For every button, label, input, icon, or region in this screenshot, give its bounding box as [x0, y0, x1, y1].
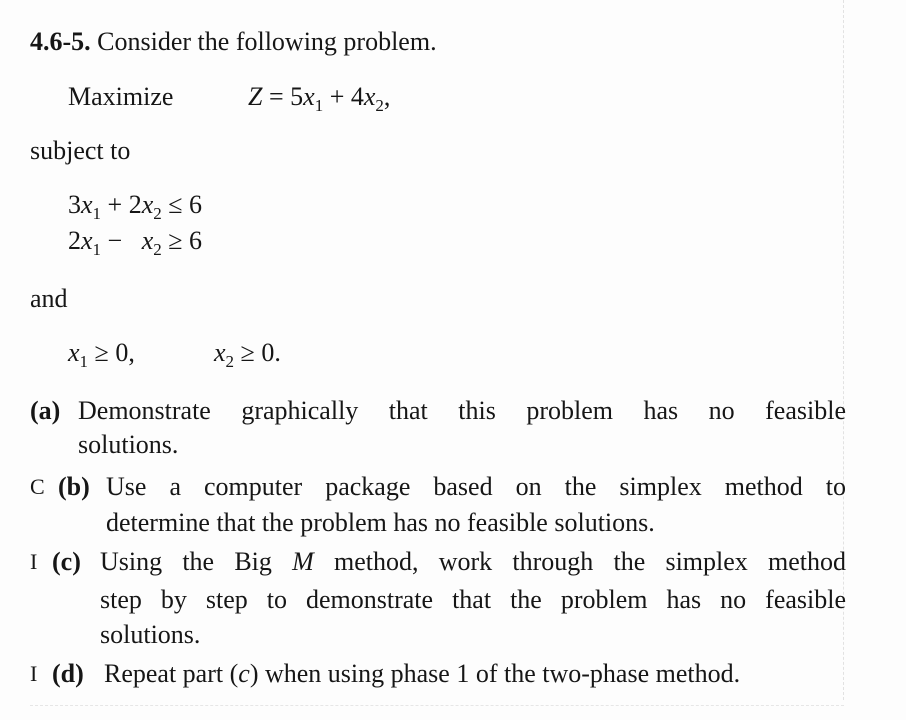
- constraint-1-relation: ≤: [168, 190, 183, 219]
- part-a-label: (a): [30, 396, 61, 425]
- part-a-line-1: Demonstrate graphically that this problem has no feasible: [78, 396, 846, 425]
- constraint-2: [68, 226, 202, 265]
- objective-operator: +: [329, 82, 345, 111]
- part-c-line-2: step by step to demonstrate that the problem has no feasible: [100, 585, 846, 614]
- objective-coef-2: 4: [350, 82, 364, 111]
- objective-sub-1: 1: [314, 96, 324, 115]
- constraint-2-operator: −: [107, 226, 123, 255]
- objective-var-2: x: [363, 82, 376, 111]
- objective-relation: =: [268, 82, 284, 111]
- objective-lhs: Z: [248, 82, 263, 111]
- constraint-1-sub-2: 2: [153, 204, 162, 223]
- part-b-marker: C: [30, 474, 45, 499]
- subject-to-label: subject to: [30, 136, 131, 165]
- nonneg-2-sub: 2: [225, 352, 235, 371]
- constraint-2-rhs: 6: [189, 226, 203, 255]
- nonneg-1: [68, 338, 135, 377]
- objective-coef-1: 5: [290, 82, 304, 111]
- nonneg-1-sub: 1: [79, 352, 89, 371]
- constraint-2-var-2: x: [141, 226, 154, 255]
- and-label: and: [30, 284, 68, 313]
- part-d-label: (d): [52, 659, 84, 688]
- part-b-label: (b): [58, 472, 90, 501]
- part-d-marker: I: [30, 661, 38, 686]
- part-b-line-1: Use a computer package based on the simplex method to: [106, 472, 846, 501]
- constraint-2-sub-2: 2: [153, 240, 162, 259]
- part-d-line-1-a: Repeat part (: [104, 659, 239, 688]
- problem-number: 4.6-5.: [30, 27, 91, 56]
- nonneg-1-relation: ≥: [94, 338, 109, 367]
- part-c-line-1-b: method, work through the simplex method: [313, 547, 846, 576]
- part-c-marker: I: [30, 549, 38, 574]
- objective-var-1: x: [303, 82, 315, 111]
- constraint-1-sub-1: 1: [92, 204, 102, 223]
- constraint-1-var-2: x: [141, 190, 154, 219]
- constraint-1-rhs: 6: [189, 190, 203, 219]
- nonneg-2-relation: ≥: [240, 338, 255, 367]
- constraint-1-operator: +: [107, 190, 123, 219]
- constraint-1: [68, 190, 202, 229]
- part-d-line-1: [104, 659, 740, 689]
- objective-label: Maximize: [68, 82, 174, 111]
- nonneg-2-rhs: 0.: [261, 338, 281, 367]
- nonneg-2: [214, 338, 281, 377]
- part-d-c-ref: c: [238, 659, 250, 688]
- problem-heading: [30, 27, 437, 57]
- part-a-line-2: solutions.: [78, 430, 179, 459]
- constraint-1-coef-1: 3: [68, 190, 81, 219]
- part-c-label: (c): [52, 547, 81, 576]
- nonneg-1-var: x: [68, 338, 80, 367]
- part-c-line-1: [100, 547, 846, 577]
- constraint-2-sub-1: 1: [92, 240, 102, 259]
- objective-trail: ,: [383, 82, 391, 111]
- constraint-2-coef-1: 2: [68, 226, 81, 255]
- part-b-line-2: determine that the problem has no feasible solutions.: [106, 508, 655, 537]
- part-d-line-1-b: ) when using phase 1 of the two-phase method.: [249, 659, 741, 688]
- constraint-1-coef-2: 2: [128, 190, 142, 219]
- objective-sub-2: 2: [375, 96, 384, 115]
- nonneg-1-rhs: 0,: [115, 338, 135, 367]
- part-c-line-1-a: Using the Big: [100, 547, 293, 576]
- constraint-2-relation: ≥: [168, 226, 183, 255]
- part-c-big-m: M: [292, 547, 314, 576]
- constraint-1-var-1: x: [81, 190, 93, 219]
- page-bottom-line: [30, 705, 844, 707]
- objective-function: [248, 82, 390, 121]
- nonneg-2-var: x: [214, 338, 226, 367]
- problem-intro: Consider the following problem.: [97, 27, 437, 56]
- constraint-2-var-1: x: [81, 226, 93, 255]
- part-c-line-3: solutions.: [100, 620, 201, 649]
